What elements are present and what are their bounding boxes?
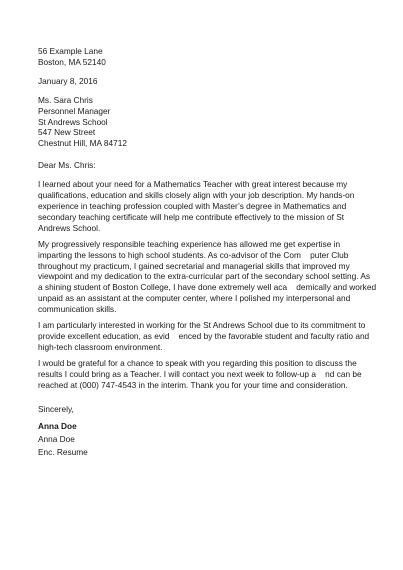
- paragraph-line: Andrews School.: [38, 222, 101, 233]
- paragraph-line: I learned about your need for a Mathematics Teacher with great interest because my: [38, 179, 348, 190]
- enclosure-note: Enc. Resume: [38, 447, 88, 458]
- typed-name: Anna Doe: [38, 434, 75, 445]
- recipient-street: 547 New Street: [38, 127, 96, 138]
- cover-letter: [38, 46, 378, 458]
- recipient-title: Personnel Manager: [38, 105, 111, 116]
- letter-date: January 8, 2016: [38, 75, 98, 86]
- closing: Sincerely,: [38, 404, 74, 415]
- recipient-name: Ms. Sara Chris: [38, 94, 93, 105]
- sender-street: 56 Example Lane: [38, 46, 103, 56]
- paragraph-line: I would be grateful for a chance to speak with you regarding this position to discuss the: [38, 357, 357, 368]
- paragraph-line: throughout my practicum, I gained secretarial and managerial skills that improved my: [38, 260, 350, 271]
- paragraph-line: provide excellent education, as evid enced by the favorable student and faculty ratio and: [38, 330, 370, 341]
- paragraph-line: communication skills.: [38, 304, 117, 315]
- paragraph-2: [38, 239, 378, 315]
- paragraph-line: reached at (000) 747-4543 in the interim. Thank you for your time and consideration.: [38, 379, 348, 390]
- paragraph-line: viewpoint and my dedication to the extra-curricular part of the secondary school setting. As: [38, 271, 371, 282]
- paragraph-4: [38, 358, 378, 391]
- paragraph-line: I am particularly interested in working for the St Andrews School due to its commitment to: [38, 320, 366, 331]
- paragraph-line: a shining student of Boston College, I have done extremely well aca demically and worked: [38, 282, 377, 293]
- paragraph-line: imparting the lessons to high school students. As co-advisor of the Com puter Club: [38, 249, 349, 260]
- recipient-city: Chestnut Hill, MA 84712: [38, 138, 128, 149]
- paragraph-line: qualifications, education and skills closely align with your job description. My hands-on: [38, 190, 355, 201]
- recipient-address: [38, 95, 378, 150]
- paragraph-line: high-tech classroom environment.: [38, 341, 163, 352]
- paragraph-line: experience in teaching profession coupled with Master’s degree in Mathematics and: [38, 200, 347, 211]
- paragraph-line: unpaid as an assistant at the computer center, where I polished my interpersonal and: [38, 293, 351, 304]
- paragraph-line: secondary teaching certificate will help me contribute effectively to the mission of St: [38, 211, 345, 222]
- paragraph-line: results I could bring as a Teacher. I will contact you next week to follow-up a nd can be: [38, 368, 362, 379]
- paragraph-line: My progressively responsible teaching experience has allowed me get expertise in: [38, 238, 341, 249]
- recipient-organization: St Andrews School: [38, 116, 108, 127]
- signature-name: Anna Doe: [38, 421, 77, 432]
- paragraph-1: [38, 179, 378, 234]
- salutation: Dear Ms. Chris:: [38, 160, 96, 171]
- sender-address: [38, 46, 378, 68]
- paragraph-3: [38, 320, 378, 353]
- sender-city: Boston, MA 52140: [38, 56, 106, 67]
